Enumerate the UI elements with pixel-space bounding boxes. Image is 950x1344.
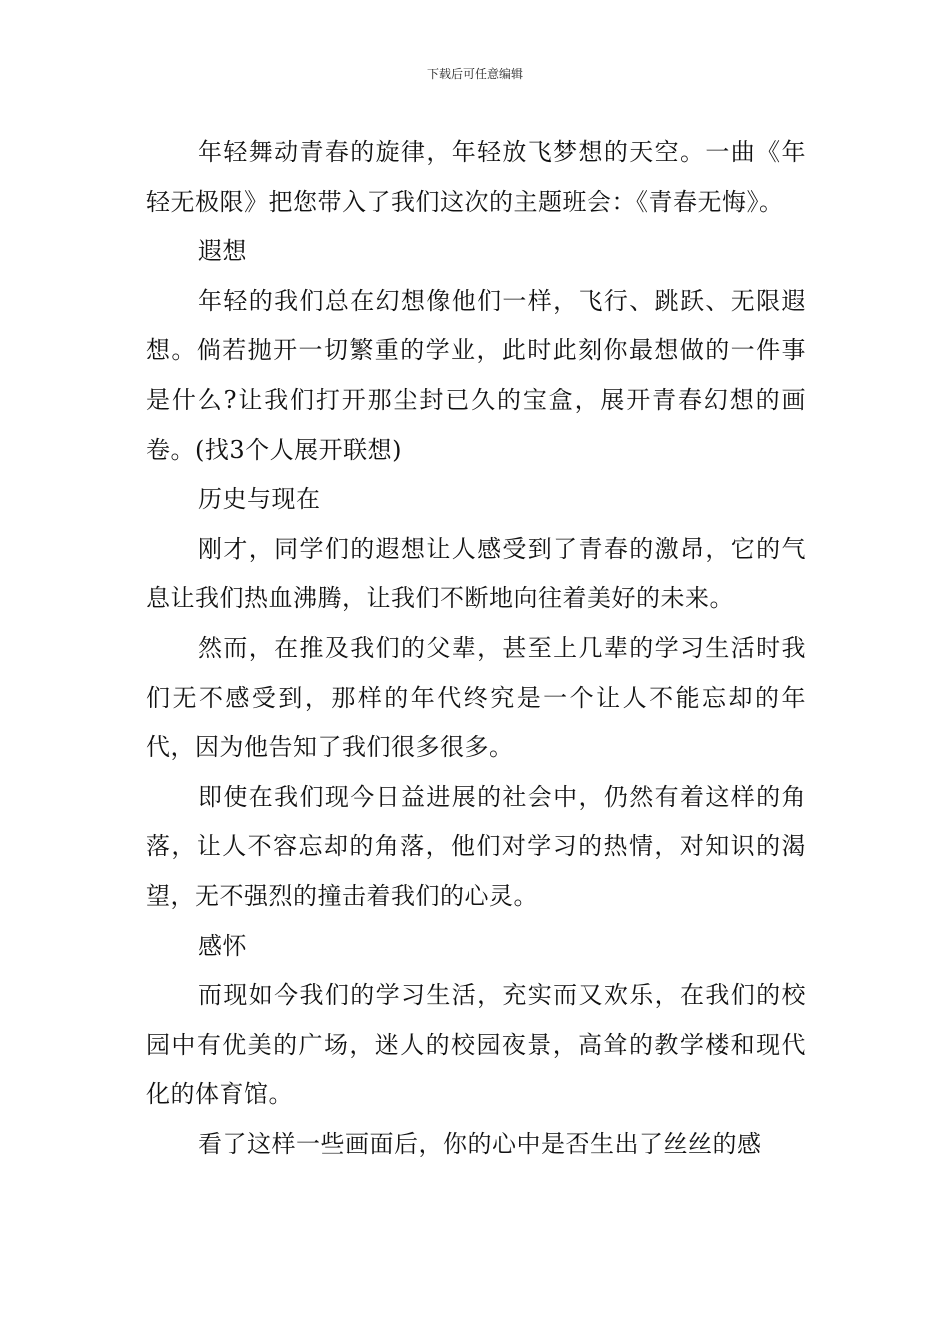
section-heading-history: 历史与现在	[198, 485, 321, 514]
section-heading-daydream: 遐想	[198, 237, 247, 266]
paragraph-daydream: 年轻的我们总在幻想像他们一样，飞行、跳跃、无限遐想。倘若抛开一切繁重的学业，此时此刻你最想做的一件事是什么?让我们打开那尘封已久的宝盒，展开青春幻想的画卷。(找3个人展开联想)	[146, 286, 806, 464]
paragraph-reflection-1: 而现如今我们的学习生活，充实而又欢乐，在我们的校园中有优美的广场，迷人的校园夜景，高耸的教学楼和现代化的体育馆。	[146, 981, 806, 1109]
paragraph-history-1: 刚才，同学们的遐想让人感受到了青春的激昂，它的气息让我们热血沸腾，让我们不断地向往着美好的未来。	[146, 534, 806, 613]
paragraph-history-2: 然而，在推及我们的父辈，甚至上几辈的学习生活时我们无不感受到，那样的年代终究是一个让人不能忘却的年代，因为他告知了我们很多很多。	[146, 633, 806, 762]
paragraph-reflection-2: 看了这样一些画面后，你的心中是否生出了丝丝的感	[198, 1129, 762, 1158]
paragraph-intro: 年轻舞动青春的旋律，年轻放飞梦想的天空。一曲《年轻无极限》把您带入了我们这次的主题班会：《青春无悔》。	[146, 138, 806, 216]
section-heading-reflection: 感怀	[198, 931, 247, 960]
document-body	[146, 128, 806, 1169]
page-header: 下载后可任意编辑	[426, 67, 523, 81]
paragraph-history-3: 即使在我们现今日益进展的社会中，仍然有着这样的角落，让人不容忘却的角落，他们对学习的热情，对知识的渴望，无不强烈的撞击着我们的心灵。	[146, 782, 806, 910]
